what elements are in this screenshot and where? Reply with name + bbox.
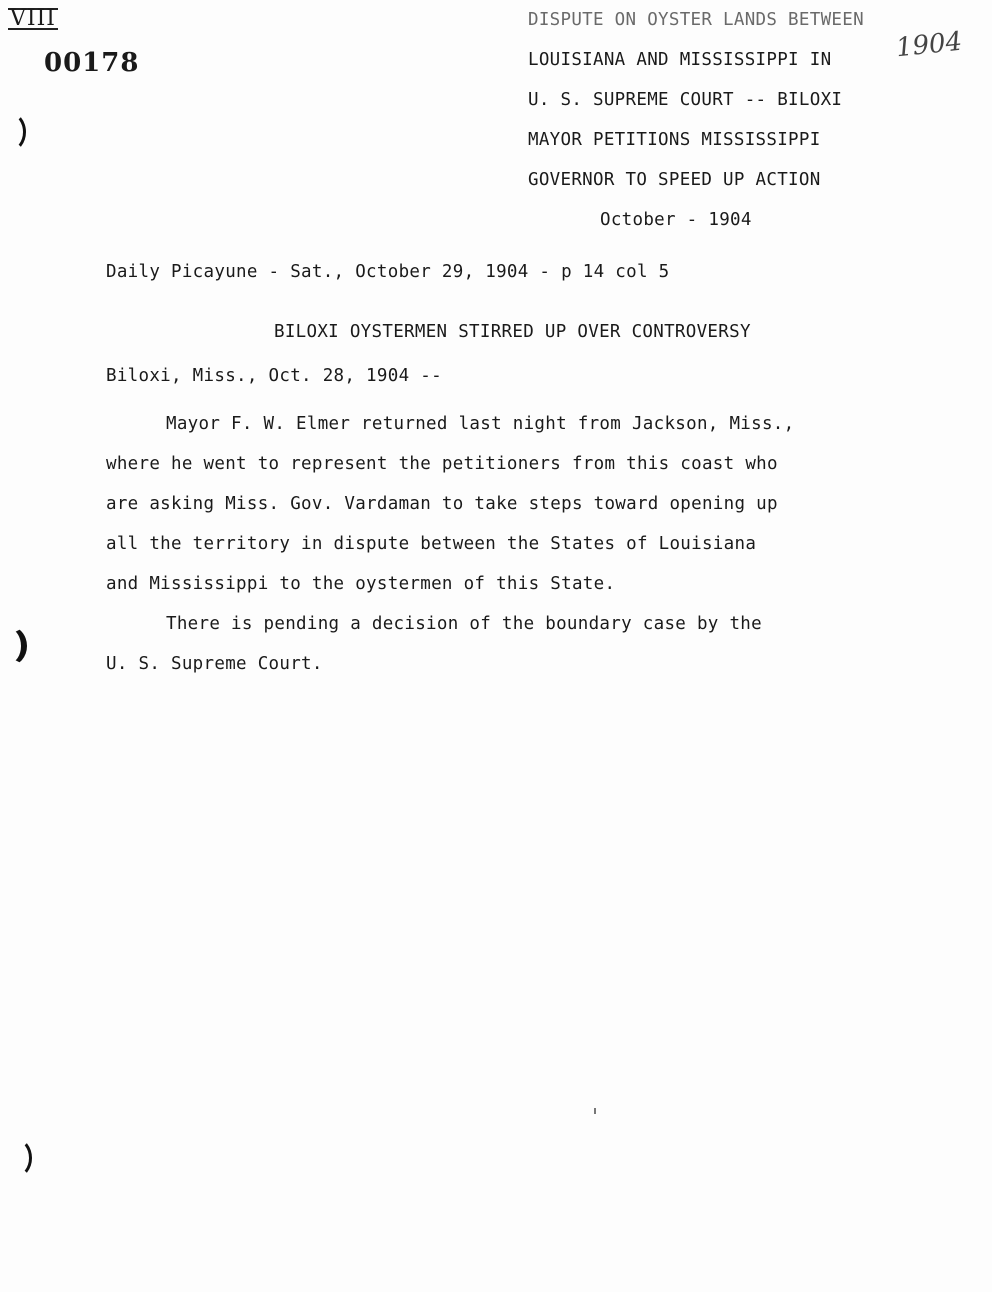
paragraph-2-line-1: There is pending a decision of the boundary case by the (166, 614, 762, 634)
punch-hole-top-mark (0, 112, 26, 152)
paragraph-1-line-1: Mayor F. W. Elmer returned last night from Jackson, Miss., (166, 414, 795, 434)
paragraph-1-line-2: where he went to represent the petitioners from this coast who (106, 454, 778, 474)
header-line-3: U. S. SUPREME COURT -- BILOXI (528, 90, 843, 110)
paragraph-2-line-2: U. S. Supreme Court. (106, 654, 323, 674)
article-dateline: Biloxi, Miss., Oct. 28, 1904 -- (106, 366, 442, 386)
document-number: 00178 (44, 48, 140, 78)
punch-hole-middle-mark (0, 626, 27, 666)
scan-speck (594, 1108, 596, 1114)
punch-hole-bottom-mark (0, 1138, 32, 1178)
header-line-4: MAYOR PETITIONS MISSISSIPPI (528, 130, 821, 150)
paragraph-1-line-5: and Mississippi to the oystermen of this State. (106, 574, 616, 594)
header-title-block (528, 0, 948, 240)
paragraph-1-line-4: all the territory in dispute between the States of Louisiana (106, 534, 757, 554)
handwritten-year-annotation: 1904 (894, 26, 964, 64)
article-headline: BILOXI OYSTERMEN STIRRED UP OVER CONTROVERSY (274, 322, 751, 342)
header-line-1: DISPUTE ON OYSTER LANDS BETWEEN (528, 10, 864, 30)
header-line-2: LOUISIANA AND MISSISSIPPI IN (528, 50, 832, 70)
header-line-5: GOVERNOR TO SPEED UP ACTION (528, 170, 821, 190)
source-citation: Daily Picayune - Sat., October 29, 1904 - p 14 col 5 (106, 262, 670, 282)
article-body (106, 404, 896, 684)
paragraph-1-line-3: are asking Miss. Gov. Vardaman to take steps toward opening up (106, 494, 778, 514)
header-date: October - 1904 (600, 210, 752, 230)
roman-numeral-annotation: VIII (10, 6, 56, 31)
